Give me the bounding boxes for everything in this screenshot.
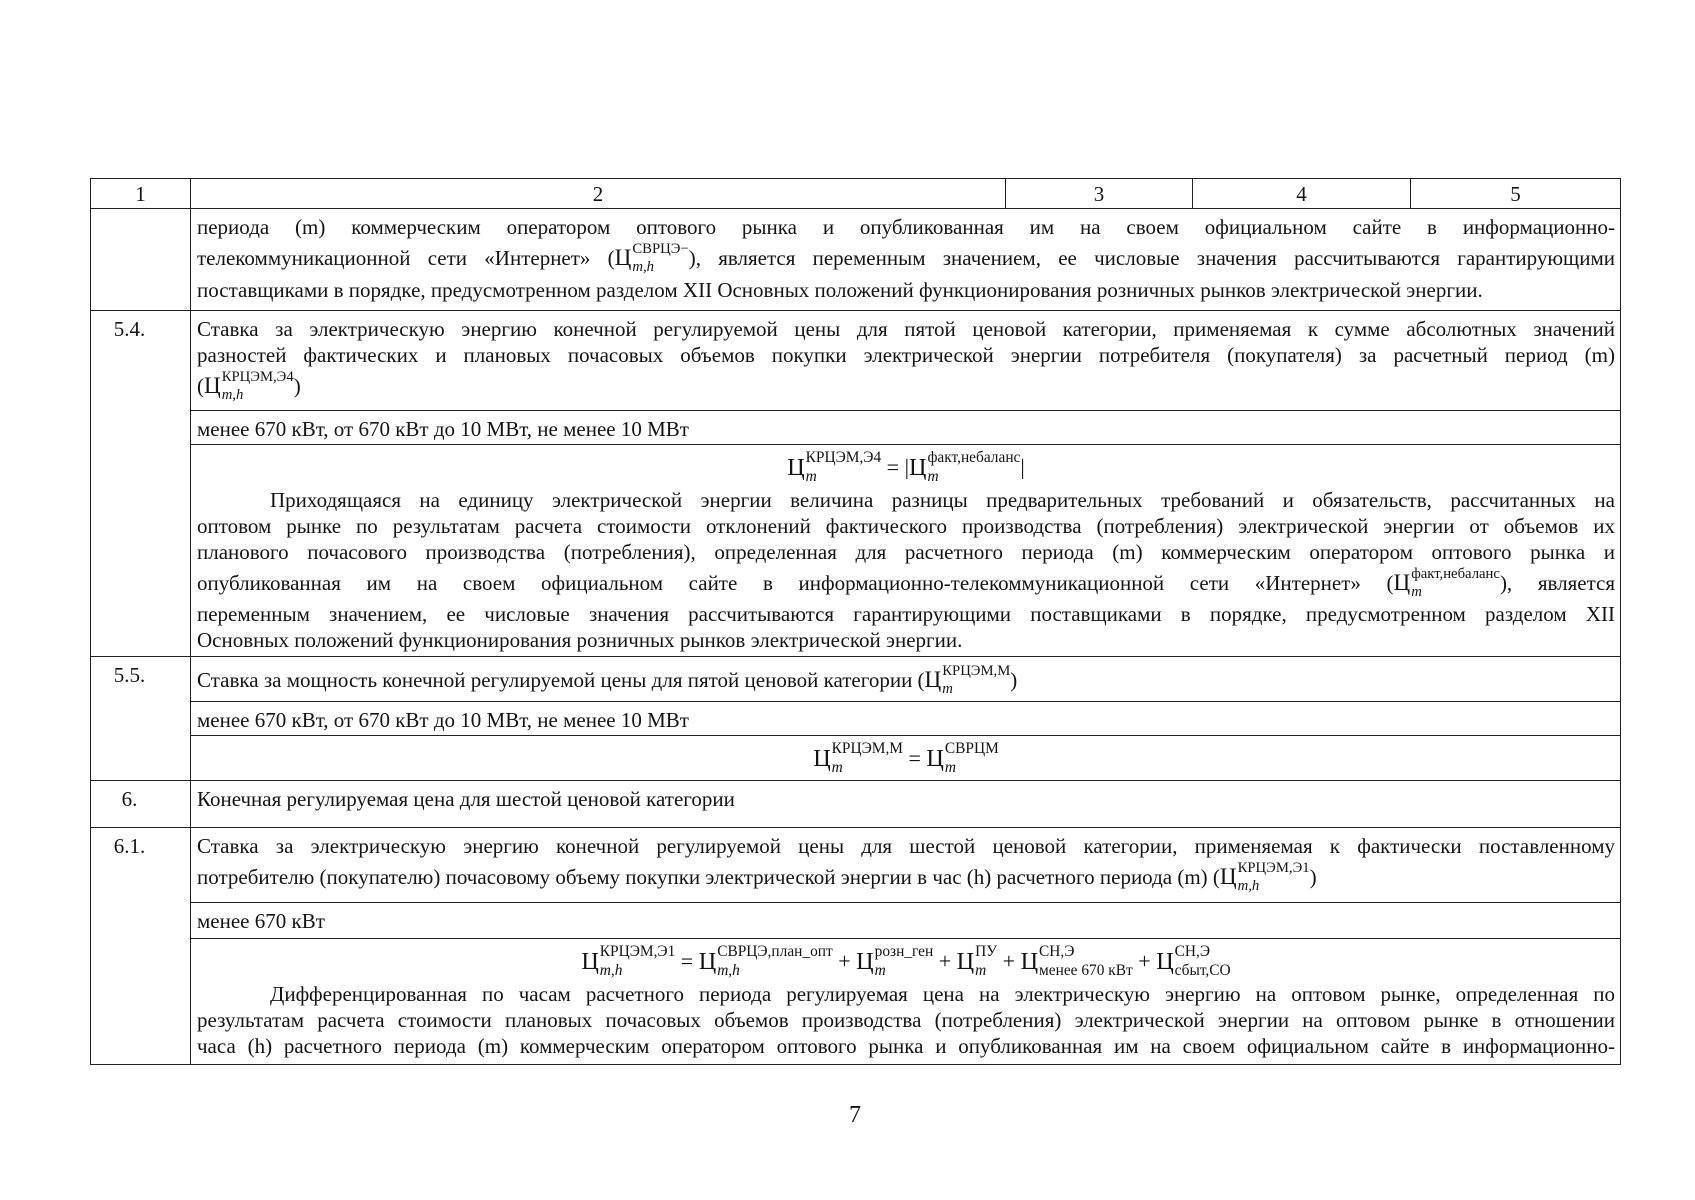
price-symbol-superscript: КРЦЭМ,Э1 — [1237, 860, 1310, 876]
price-symbol — [908, 449, 1021, 486]
table-row-capacity — [91, 903, 1621, 939]
text-run: + — [933, 948, 957, 974]
price-symbol-scripts — [1238, 859, 1310, 896]
price-formula — [197, 739, 1615, 778]
price-symbol-superscript: факт,небаланс — [1411, 565, 1500, 582]
text-line — [197, 240, 1615, 277]
text-run: ) — [1010, 668, 1018, 693]
text-run: ) — [293, 374, 301, 399]
price-symbol-scripts — [1411, 565, 1500, 602]
text-line — [197, 368, 1615, 405]
price-symbol — [926, 740, 999, 777]
text-line: результатам расчета стоимости плановых почасовых объемов производства (потребления) электрической энергии на оптовом рынке в отношении — [197, 1007, 1615, 1032]
price-symbol-scripts — [945, 739, 999, 778]
price-symbol — [698, 943, 833, 980]
text-line — [197, 565, 1615, 602]
price-symbol-subscript: m — [874, 962, 886, 980]
item-number: 6.1. — [91, 828, 191, 1065]
price-symbol-subscript: m — [944, 759, 957, 777]
price-symbol-base: Ц — [856, 947, 874, 975]
item-title-cell: Конечная регулируемая цена для шестой ценовой категории — [191, 781, 1621, 828]
price-symbol — [581, 943, 676, 980]
text-line: Приходящаяся на единицу электрической энергии величина разницы предварительных требований и обязательств, рассчитанных на — [270, 487, 1615, 512]
price-symbol-superscript: ПУ — [975, 943, 998, 960]
formula-explanation — [197, 487, 1615, 654]
formula-cell — [191, 445, 1621, 657]
table-row-item-6 — [91, 781, 1621, 828]
price-symbol-base: Ц — [956, 947, 975, 975]
price-symbol-superscript: розн_ген — [874, 943, 934, 960]
price-symbol-superscript: КРЦЭМ,М — [831, 740, 903, 757]
price-symbol-superscript: КРЦЭМ,Э4 — [805, 449, 882, 466]
text-line: поставщиками в порядке, предусмотренном разделом XII Основных положений функционирования розничных рынков электрической энергии. — [197, 277, 1483, 302]
text-run: потребителю (покупателю) почасовому объему покупки электрической энергии в час (h) расчетного периода (m) ( — [197, 865, 1220, 890]
price-symbol-superscript: КРЦЭМ,Э1 — [599, 943, 676, 960]
item-title-cell — [191, 657, 1621, 702]
price-symbol-scripts — [875, 942, 934, 981]
text-line: планового почасового производства (потребления), определенная для расчетного периода (m) коммерческим оператором оптового рынка и — [197, 539, 1615, 564]
continuation-paragraph — [197, 214, 1615, 303]
price-symbol-base: Ц — [1393, 568, 1411, 595]
item-text-cell — [191, 209, 1621, 311]
text-run: Ставка за мощность конечной регулируемой цены для пятой ценовой категории ( — [197, 668, 925, 693]
table-header-row — [91, 179, 1621, 209]
text-run: + — [997, 948, 1021, 974]
text-line: Ставка за электрическую энергию конечной регулируемой цены для пятой ценовой категории, применяемая к сумме абсолютных значений — [197, 317, 1615, 341]
price-symbol — [856, 943, 934, 980]
capacity-range-cell: менее 670 кВт, от 670 кВт до 10 МВт, не менее 10 МВт — [191, 702, 1621, 736]
text-run: ) — [1309, 865, 1317, 890]
table-row-formula — [91, 445, 1621, 657]
price-symbol-subscript: m — [805, 468, 817, 486]
price-symbol-superscript: СВРЦЭ− — [632, 241, 689, 257]
price-symbol-superscript: СН,Э — [1039, 943, 1075, 960]
text-run: ), является — [1499, 570, 1615, 595]
text-run: = | — [881, 454, 909, 480]
text-run: ), является переменным значением, ее числовые значения рассчитываются гарантирующими — [688, 246, 1615, 271]
price-symbol-scripts — [1039, 942, 1133, 981]
table-row-formula — [91, 736, 1621, 781]
price-symbol-scripts — [832, 739, 903, 778]
price-symbol-subscript: m,h — [632, 259, 654, 276]
table-row-item-6-1 — [91, 828, 1621, 903]
column-header-4: 4 — [1193, 179, 1411, 209]
table-row-item-5-5 — [91, 657, 1621, 702]
text-line: Основных положений функционирования розничных рынков электрической энергии. — [197, 628, 963, 653]
text-line — [197, 859, 1615, 896]
price-symbol-scripts — [717, 942, 833, 981]
price-symbol-base: Ц — [924, 666, 942, 693]
text-run: = — [675, 948, 699, 974]
table-row-capacity — [91, 702, 1621, 736]
item-number: 5.4. — [91, 311, 191, 657]
price-symbol-subscript: m,h — [717, 962, 740, 980]
price-symbol — [956, 943, 998, 980]
text-line: оптовом рынке по результатам расчета стоимости отклонений фактического производства (потребления) электрической энергии от объемов их — [197, 513, 1615, 538]
price-symbol-subscript: m — [942, 681, 953, 698]
price-symbol — [787, 449, 882, 486]
table-row-formula — [91, 939, 1621, 1065]
price-formula — [197, 942, 1615, 981]
price-symbol — [614, 241, 689, 276]
price-symbol-subscript: m — [975, 962, 987, 980]
item-number: 5.5. — [91, 657, 191, 781]
price-symbol-base: Ц — [926, 744, 944, 772]
capacity-range-cell: менее 670 кВт, от 670 кВт до 10 МВт, не менее 10 МВт — [191, 411, 1621, 445]
price-symbol-base: Ц — [813, 744, 831, 772]
price-symbol-subscript: сбыт,СО — [1174, 962, 1231, 980]
price-symbol-base: Ц — [581, 947, 599, 975]
text-line: разностей фактических и плановых почасовых объемов покупки электрической энергии потребителя (покупателя) за расчетный период (m) — [197, 343, 1615, 367]
price-symbol-superscript: СВРЦМ — [944, 740, 999, 757]
text-line — [197, 662, 1615, 699]
table-row-capacity — [91, 411, 1621, 445]
price-symbol-superscript: факт,небаланс — [927, 449, 1021, 466]
price-symbol-subscript: m — [831, 759, 843, 777]
price-symbol — [204, 369, 294, 404]
price-symbol-base: Ц — [1219, 863, 1237, 890]
item-number-cell-empty — [91, 209, 191, 311]
price-symbol-base: Ц — [204, 372, 221, 399]
price-symbol-base: Ц — [698, 947, 717, 975]
capacity-range-cell: менее 670 кВт — [191, 903, 1621, 939]
price-symbol-base: Ц — [1156, 947, 1174, 975]
price-symbol-subscript: m — [927, 468, 939, 486]
text-line: переменным значением, ее числовые значения рассчитываются гарантирующими поставщиками в порядке, предусмотренном разделом XII — [197, 602, 1615, 627]
price-symbol-base: Ц — [1020, 947, 1039, 975]
price-symbol-scripts — [222, 368, 294, 405]
text-line: Дифференцированная по часам расчетного периода регулируемая цена на электрическую энергию на оптовом рынке, определенная по — [270, 981, 1615, 1006]
formula-cell — [191, 939, 1621, 1065]
price-symbol-superscript: СВРЦЭ,план_опт — [717, 943, 833, 960]
price-symbol-superscript: КРЦЭМ,М — [942, 663, 1011, 679]
price-symbol-scripts — [600, 942, 676, 981]
price-symbol-base: Ц — [787, 453, 805, 481]
formula-explanation — [197, 981, 1615, 1059]
text-run: + — [832, 948, 857, 974]
price-symbol-scripts — [927, 448, 1020, 487]
page-number: 7 — [849, 1102, 861, 1128]
price-symbol-superscript: СН,Э — [1174, 943, 1211, 960]
text-run: = — [903, 745, 927, 771]
formula-cell — [191, 736, 1621, 781]
column-header-2: 2 — [191, 179, 1006, 209]
price-formula — [197, 448, 1615, 487]
price-symbol-subscript: m,h — [599, 962, 623, 980]
item-title — [197, 662, 1615, 699]
item-number: 6. — [91, 781, 191, 828]
price-symbol-subscript: m,h — [1237, 878, 1260, 895]
item-title — [197, 316, 1615, 405]
price-symbol — [1393, 565, 1500, 600]
price-symbol — [1156, 943, 1231, 980]
text-run: | — [1020, 454, 1025, 480]
price-symbol — [924, 663, 1011, 698]
price-symbol-superscript: КРЦЭМ,Э4 — [221, 369, 294, 385]
text-line: часа (h) расчетного периода (m) коммерческим оператором оптового рынка и опубликованная им на своем официальном сайте в информационно- — [197, 1033, 1615, 1058]
item-title-cell — [191, 311, 1621, 411]
text-run: опубликованная им на своем официальном сайте в информационно-телекоммуникационной сети «Интернет» ( — [197, 570, 1394, 595]
regulated-price-table — [90, 178, 1621, 1065]
price-symbol-subscript: m,h — [221, 387, 244, 404]
text-line: периода (m) коммерческим оператором оптового рынка и опубликованная им на своем официальном сайте в информационно- — [197, 215, 1615, 239]
price-symbol — [1020, 943, 1133, 980]
text-line: Ставка за электрическую энергию конечной регулируемой цены для шестой ценовой категории, применяемая к фактически поставленному — [197, 834, 1615, 858]
item-title-cell — [191, 828, 1621, 903]
price-symbol-scripts — [1175, 942, 1231, 981]
price-symbol-base: Ц — [908, 453, 927, 481]
table-row-continuation — [91, 209, 1621, 311]
price-symbol — [1219, 860, 1310, 895]
price-symbol-scripts — [975, 942, 997, 981]
price-symbol-scripts — [942, 662, 1010, 699]
table-row-item-5-4 — [91, 311, 1621, 411]
text-run: + — [1132, 948, 1157, 974]
price-symbol-subscript: m — [1411, 583, 1422, 600]
text-run: ( — [197, 374, 204, 399]
column-header-3: 3 — [1006, 179, 1193, 209]
price-symbol — [813, 740, 903, 777]
price-symbol-scripts — [632, 240, 688, 277]
price-symbol-base: Ц — [614, 244, 632, 271]
item-title — [197, 833, 1615, 896]
column-header-1: 1 — [91, 179, 191, 209]
price-symbol-subscript: менее 670 кВт — [1039, 962, 1133, 980]
price-symbol-scripts — [806, 448, 882, 487]
column-header-5: 5 — [1411, 179, 1621, 209]
text-run: телекоммуникационной сети «Интернет» ( — [197, 246, 615, 271]
